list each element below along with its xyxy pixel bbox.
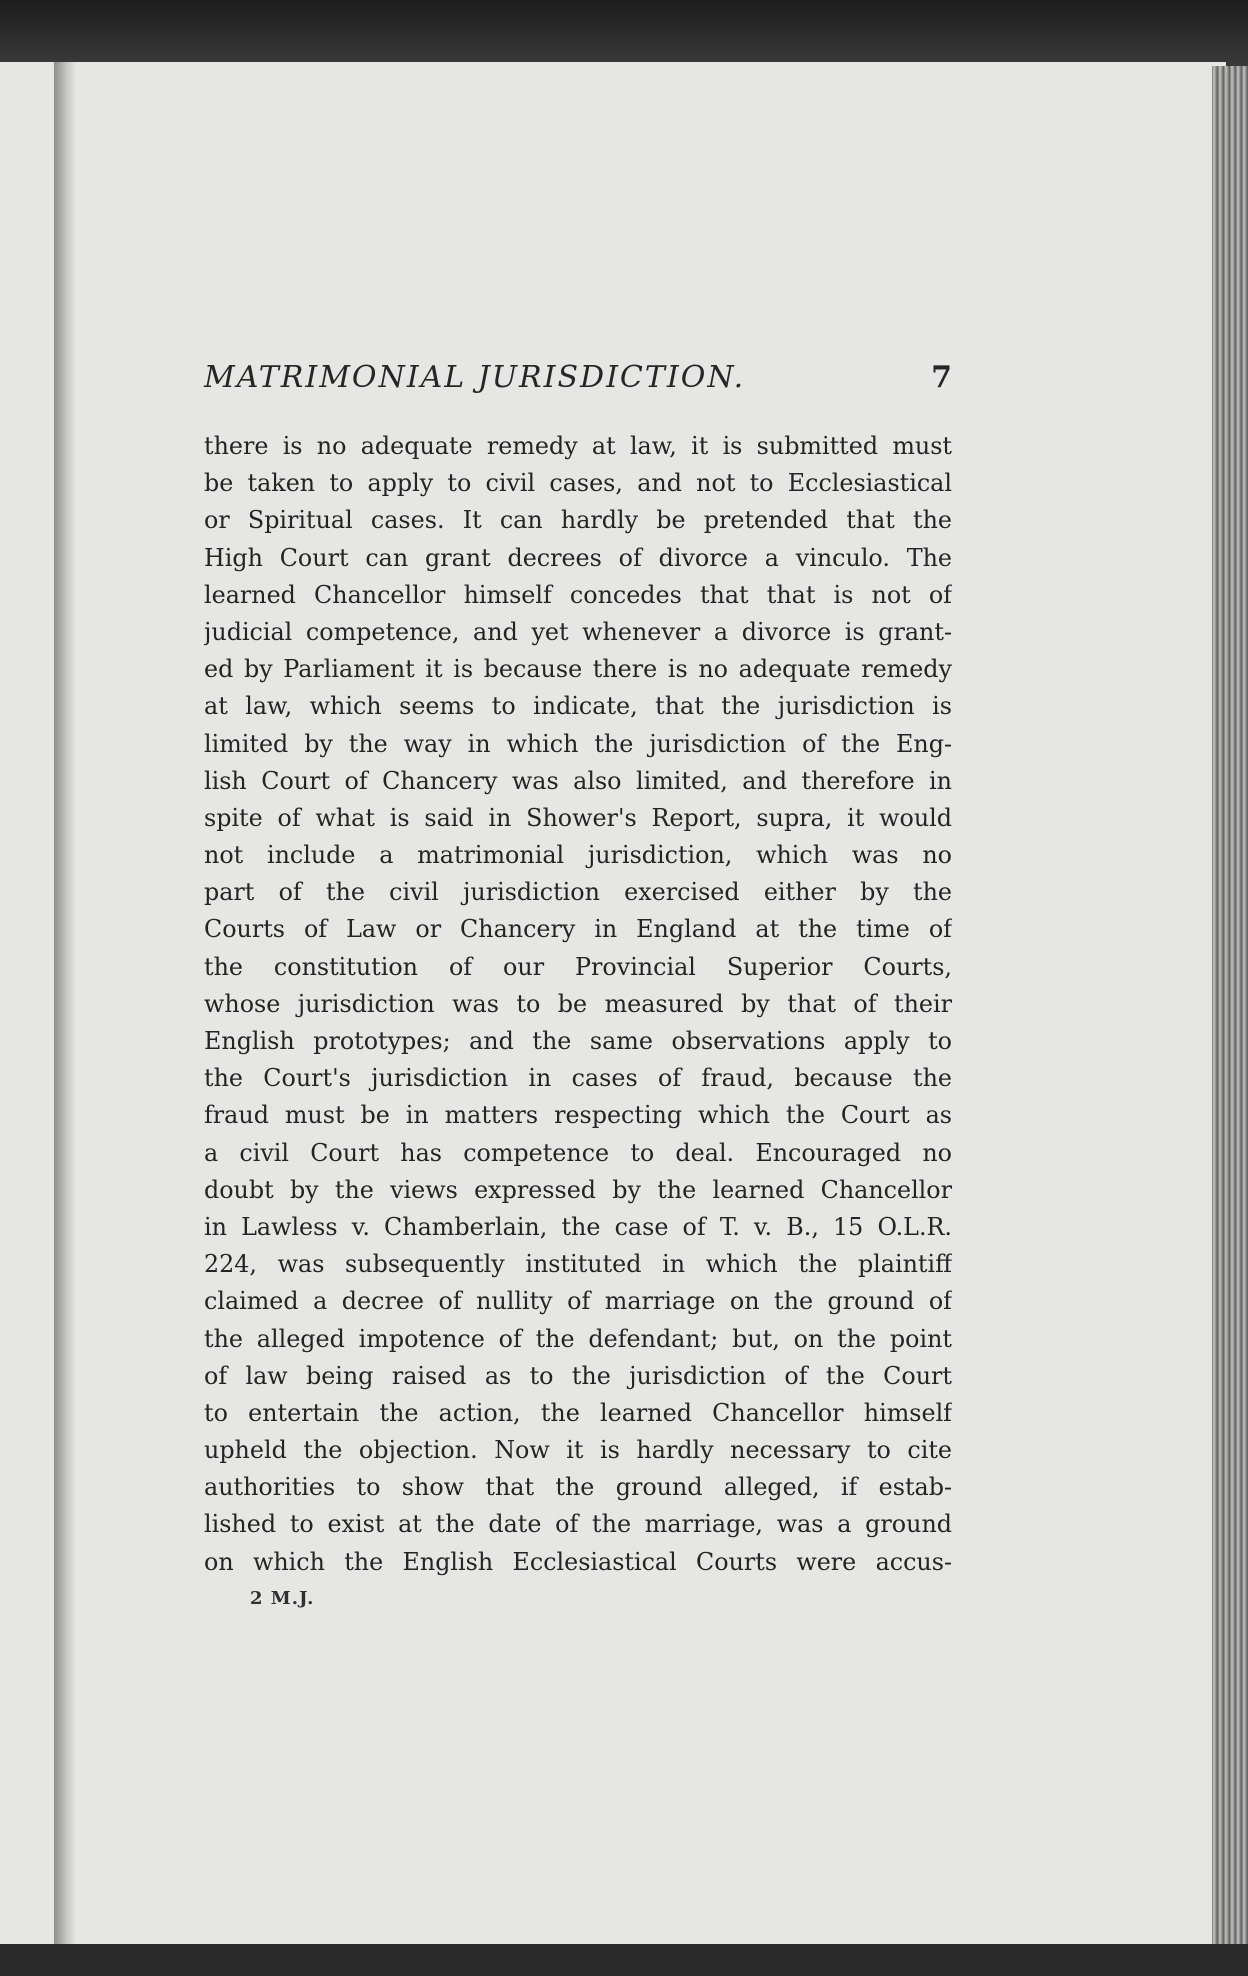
text-line: judicial competence, and yet whenever a divorce is grant-: [204, 617, 952, 646]
page-edge-stack: [1212, 66, 1248, 1946]
text-line: at law, which seems to indicate, that the jurisdiction is: [204, 692, 952, 721]
text-line: of law being raised as to the jurisdiction of the Court: [204, 1361, 952, 1390]
text-line: the alleged impotence of the defendant; but, on the point: [204, 1324, 952, 1353]
text-line: the constitution of our Provincial Superior Courts,: [204, 952, 952, 981]
text-line: to entertain the action, the learned Chancellor himself: [204, 1398, 952, 1427]
text-line: not include a matrimonial jurisdiction, which was no: [204, 841, 952, 870]
text-line: spite of what is said in Shower's Report, supra, it would: [204, 803, 952, 832]
text-line: doubt by the views expressed by the learned Chancellor: [204, 1175, 952, 1204]
text-line: authorities to show that the ground alleged, if estab-: [204, 1473, 952, 1502]
text-line: ed by Parliament it is because there is no adequate remedy: [204, 655, 952, 684]
text-line: English prototypes; and the same observations apply to: [204, 1027, 952, 1055]
scan-border-top: [0, 0, 1248, 66]
text-line: lished to exist at the date of the marriage, was a ground: [204, 1510, 952, 1539]
running-header: [204, 360, 952, 406]
text-line: the Court's jurisdiction in cases of fraud, because the: [204, 1064, 952, 1093]
text-line: whose jurisdiction was to be measured by that of their: [204, 989, 952, 1018]
text-line: learned Chancellor himself concedes that that is not of: [204, 580, 952, 609]
body-text: [204, 428, 952, 1581]
text-line: there is no adequate remedy at law, it is submitted must: [204, 432, 952, 460]
text-line: 224, was subsequently instituted in which the plaintiff: [204, 1250, 952, 1279]
signature-mark: 2 M.J.: [250, 1588, 315, 1609]
text-line: part of the civil jurisdiction exercised either by the: [204, 878, 952, 907]
scan-border-bottom: [0, 1944, 1248, 1976]
text-line: a civil Court has competence to deal. Encouraged no: [204, 1138, 952, 1167]
text-line: Courts of Law or Chancery in England at the time of: [204, 915, 952, 944]
running-title: MATRIMONIAL JURISDICTION.: [204, 360, 746, 395]
text-line: fraud must be in matters respecting which the Court as: [204, 1101, 952, 1130]
text-line: lish Court of Chancery was also limited, and therefore in: [204, 766, 952, 795]
text-line: in Lawless v. Chamberlain, the case of T. v. B., 15 O.L.R.: [204, 1212, 952, 1241]
page-gutter-shadow: [54, 62, 76, 1944]
page-number: 7: [931, 360, 952, 395]
text-line: or Spiritual cases. It can hardly be pretended that the: [204, 506, 952, 535]
text-line: High Court can grant decrees of divorce a vinculo. The: [204, 543, 952, 572]
text-line: upheld the objection. Now it is hardly necessary to cite: [204, 1436, 952, 1465]
text-line: on which the English Ecclesiastical Courts were accus-: [204, 1547, 952, 1576]
text-line: limited by the way in which the jurisdiction of the Eng-: [204, 729, 952, 758]
text-line: claimed a decree of nullity of marriage on the ground of: [204, 1287, 952, 1316]
text-line: be taken to apply to civil cases, and not to Ecclesiastical: [204, 469, 952, 498]
